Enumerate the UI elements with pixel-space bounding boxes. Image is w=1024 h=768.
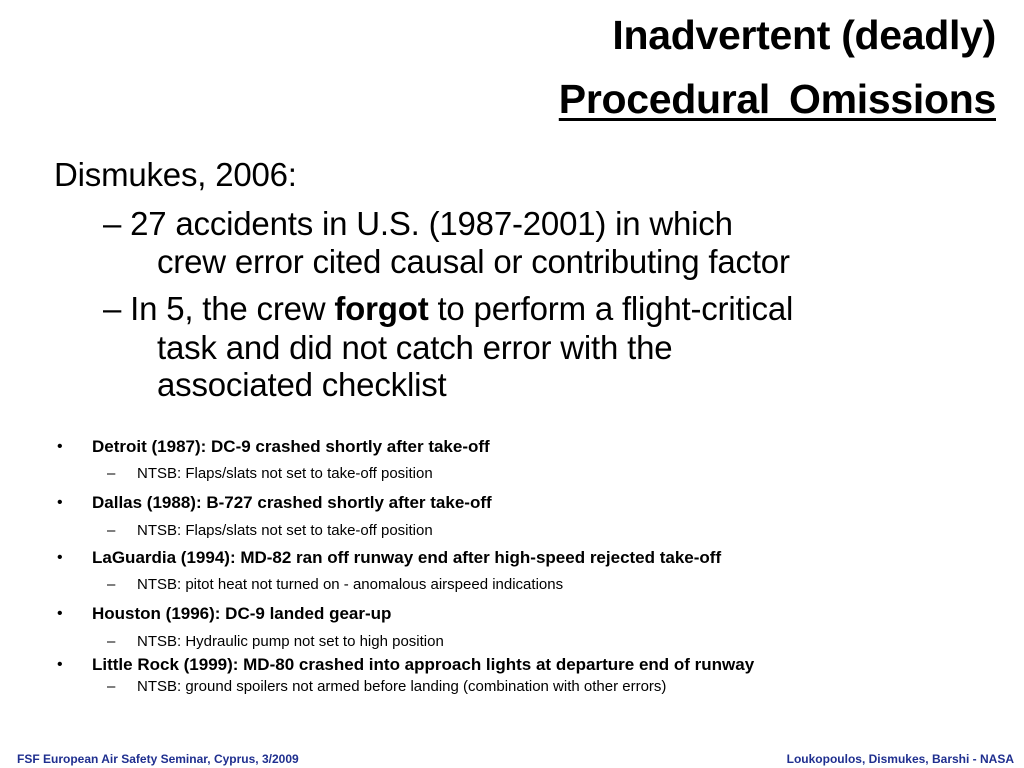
bullet-marker: •	[57, 549, 63, 566]
dash-marker: –	[107, 465, 116, 482]
intro-point-2-line-2: task and did not catch error with the	[157, 329, 673, 366]
accident-note-text: NTSB: pitot heat not turned on - anomalous airspeed indications	[137, 576, 564, 593]
dash-marker: –	[103, 290, 122, 327]
accident-title: Houston (1996): DC-9 landed gear-up	[92, 604, 392, 623]
accident-note	[107, 633, 444, 651]
accident-note-text: NTSB: ground spoilers not armed before landing (combination with other errors)	[137, 678, 667, 695]
accident-item	[57, 493, 492, 513]
accident-title: Detroit (1987): DC-9 crashed shortly after take-off	[92, 437, 490, 456]
slide-title-line-2: Procedural Omissions	[558, 76, 996, 122]
accident-note	[107, 465, 433, 483]
intro-point-2-text-after: to perform a flight-critical	[428, 290, 794, 327]
forgot-emphasis: forgot	[334, 290, 429, 327]
accident-item	[57, 655, 755, 675]
intro-point-2-line-1	[103, 290, 793, 328]
accident-note-text: NTSB: Flaps/slats not set to take-off position	[137, 522, 433, 539]
accident-note-text: NTSB: Flaps/slats not set to take-off position	[137, 465, 433, 482]
footer-seminar: FSF European Air Safety Seminar, Cyprus, 3/2009	[17, 752, 299, 766]
accident-note	[107, 678, 667, 696]
accident-item	[57, 437, 490, 457]
intro-point-1-line-1	[103, 205, 733, 243]
intro-point-2-text-before: In 5, the crew	[130, 290, 335, 327]
intro-point-2-line-3: associated checklist	[157, 366, 447, 403]
bullet-marker: •	[57, 656, 63, 673]
bullet-marker: •	[57, 438, 63, 455]
footer-authors: Loukopoulos, Dismukes, Barshi - NASA	[786, 752, 1014, 766]
accident-item	[57, 548, 722, 568]
accident-item	[57, 604, 392, 624]
intro-point-1-text: 27 accidents in U.S. (1987-2001) in which	[130, 205, 733, 242]
dash-marker: –	[107, 522, 116, 539]
dash-marker: –	[103, 205, 122, 242]
bullet-marker: •	[57, 605, 63, 622]
accident-note	[107, 576, 564, 594]
slide-title-line-1: Inadvertent (deadly)	[612, 12, 996, 58]
accident-title: LaGuardia (1994): MD-82 ran off runway end after high-speed rejected take-off	[92, 548, 722, 567]
dash-marker: –	[107, 576, 116, 593]
accident-title: Dallas (1988): B-727 crashed shortly after take-off	[92, 493, 492, 512]
accident-note-text: NTSB: Hydraulic pump not set to high position	[137, 633, 444, 650]
bullet-marker: •	[57, 494, 63, 511]
accident-note	[107, 522, 433, 540]
intro-heading: Dismukes, 2006:	[54, 156, 297, 193]
dash-marker: –	[107, 633, 116, 650]
dash-marker: –	[107, 678, 116, 695]
intro-point-1-line-2: crew error cited causal or contributing factor	[157, 243, 790, 280]
accident-title: Little Rock (1999): MD-80 crashed into approach lights at departure end of runway	[92, 655, 755, 674]
